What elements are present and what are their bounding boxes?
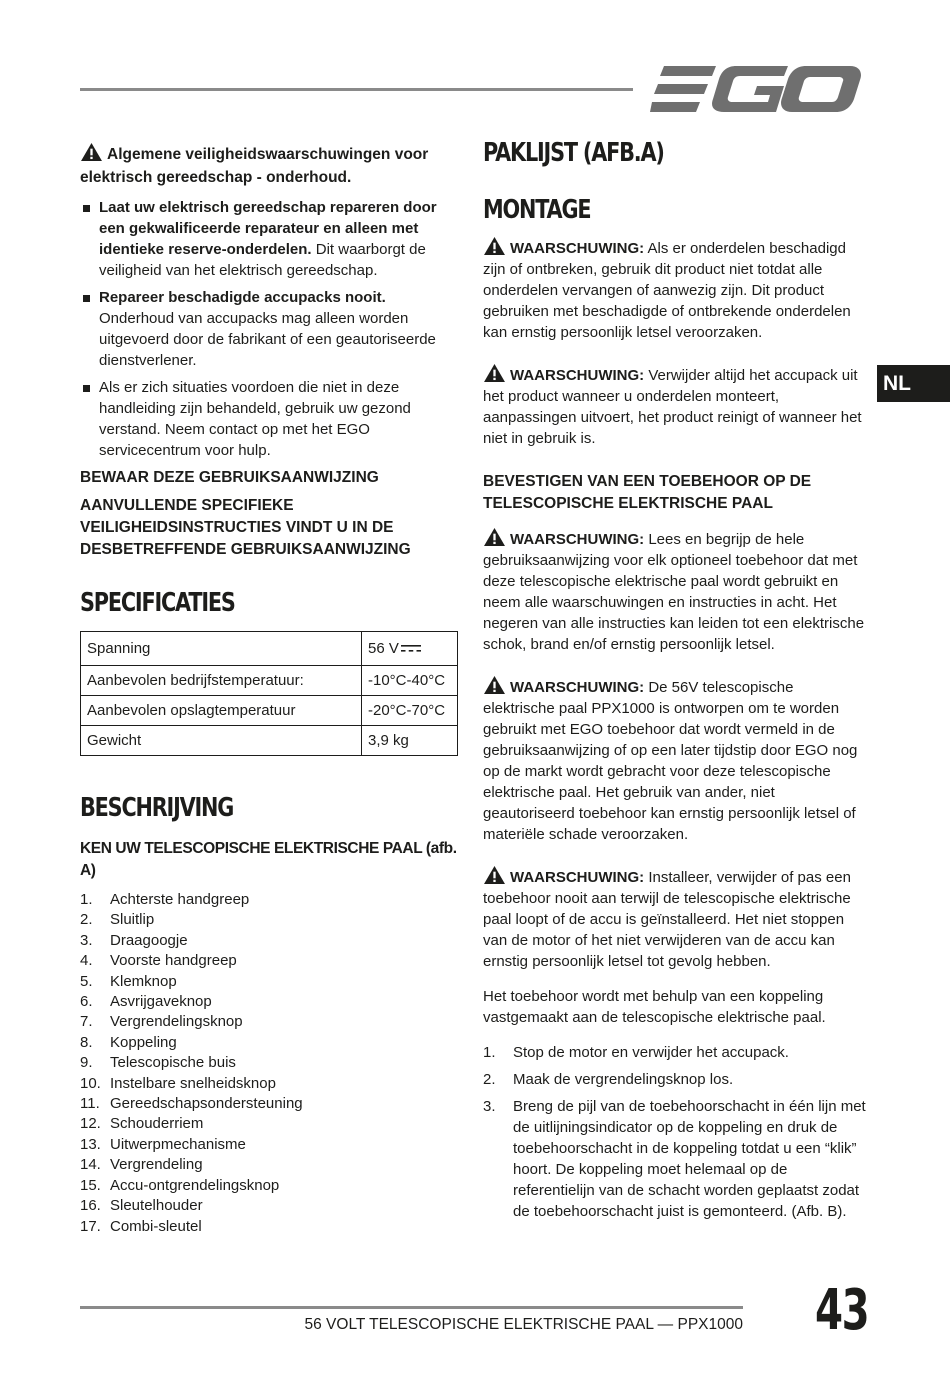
- dc-symbol-icon: [401, 644, 421, 654]
- left-column: [80, 140, 460, 1237]
- table-row: [81, 666, 458, 696]
- spec-value: [362, 632, 458, 666]
- list-item: [80, 1094, 460, 1114]
- part-number: 17.: [80, 1217, 101, 1235]
- list-item: [80, 1196, 460, 1216]
- part-number: 2.: [80, 911, 93, 929]
- list-item: [80, 287, 460, 371]
- part-number: 7.: [80, 1013, 93, 1031]
- table-row: [81, 632, 458, 666]
- bullet-bold-text: Repareer beschadigde accupacks nooit.: [99, 289, 386, 306]
- spec-label: Aanbevolen bedrijfstemperatuur:: [81, 666, 362, 696]
- list-item: [80, 951, 460, 971]
- list-item: [80, 1114, 460, 1134]
- list-item: [80, 931, 460, 951]
- part-name: Voorste handgreep: [110, 952, 237, 970]
- part-number: 12.: [80, 1115, 101, 1133]
- part-name: Sleutelhouder: [110, 1197, 203, 1215]
- part-number: 13.: [80, 1135, 101, 1153]
- header-rule: [80, 88, 633, 91]
- assembly-steps: [483, 1042, 866, 1222]
- part-number: 6.: [80, 993, 93, 1011]
- part-name: Schouderriem: [110, 1115, 204, 1133]
- step-number: 2.: [483, 1071, 496, 1088]
- part-number: 14.: [80, 1156, 101, 1174]
- part-number: 9.: [80, 1054, 93, 1072]
- language-tab: NL: [877, 365, 950, 402]
- list-item: [80, 1176, 460, 1196]
- list-item: [80, 1155, 460, 1175]
- accessory-intro: Het toebehoor wordt met behulp van een koppeling vastgemaakt aan de telescopische elektrische paal.: [483, 988, 826, 1026]
- warning-paragraph: [483, 865, 866, 972]
- step-text: Breng de pijl van de toebehoorschacht in één lijn met de uitlijningsindicator op de koppeling en druk de toebehoorschacht in de koppeling totdat u een “klik” hoort. De koppeling moet helemaal op de referentielijn van de schacht worden geplaatst zodat de toebehoorschacht juist is gemonteerd. (Afb. B).: [513, 1098, 866, 1220]
- part-name: Gereedschapsondersteuning: [110, 1095, 303, 1113]
- part-number: 8.: [80, 1033, 93, 1051]
- spec-value: -10°C-40°C: [362, 666, 458, 696]
- step-number: 3.: [483, 1098, 496, 1115]
- list-item: [80, 1012, 460, 1032]
- part-number: 10.: [80, 1074, 101, 1092]
- part-name: Combi-sleutel: [110, 1217, 202, 1235]
- part-number: 15.: [80, 1176, 101, 1194]
- spec-label: Spanning: [81, 632, 362, 666]
- part-name: Sluitlip: [110, 911, 155, 929]
- part-name: Telescopische buis: [110, 1054, 236, 1072]
- assembly-title: MONTAGE: [483, 195, 591, 225]
- list-item: [80, 197, 460, 281]
- warning-icon: [483, 236, 506, 256]
- step-number: 1.: [483, 1044, 496, 1061]
- warning-text: Verwijder altijd het accupack uit het product wanneer u onderdelen monteert, aanpassingen uitvoert, het product reinigt of wanneer het niet in gebruik is.: [483, 367, 862, 447]
- list-item: [80, 1033, 460, 1053]
- maintenance-bullets: [80, 197, 460, 461]
- save-instructions-note: BEWAAR DEZE GEBRUIKSAANWIJZING: [80, 469, 379, 486]
- step-text: Stop de motor en verwijder het accupack.: [513, 1044, 789, 1061]
- maintenance-heading: [80, 142, 460, 189]
- bullet-text: Als er zich situaties voordoen die niet in deze handleiding zijn behandeld, gebruik uw gezond verstand. Neem contact op met het EGO servicecentrum voor hulp.: [99, 379, 411, 459]
- packing-list-title: PAKLIJST (AFB.A): [483, 138, 664, 168]
- part-number: 3.: [80, 931, 93, 949]
- additional-instructions-note: AANVULLENDE SPECIFIEKE VEILIGHEIDSINSTRUCTIES VINDT U IN DE DESBETREFFENDE GEBRUIKSAANWIJZING: [80, 497, 411, 558]
- list-item: [80, 377, 460, 461]
- part-name: Asvrijgaveknop: [110, 993, 212, 1011]
- description-title: BESCHRIJVING: [80, 793, 234, 823]
- warning-icon: [483, 363, 506, 383]
- warning-text: Installeer, verwijder of pas een toebehoor nooit aan terwijl de telescopische elektrische paal loopt of de accu is geïnstalleerd. Het niet stoppen van de motor of het niet verwijderen van de accu kan ernstig persoonlijk letsel tot gevolg hebben.: [483, 869, 851, 970]
- warning-icon: [483, 527, 506, 547]
- ego-logo: [650, 64, 862, 114]
- list-item: [483, 1069, 866, 1090]
- list-item: [80, 972, 460, 992]
- maintenance-heading-text: Algemene veiligheidswaarschuwingen voor elektrisch gereedschap - onderhoud.: [80, 146, 429, 186]
- warning-paragraph: [483, 527, 866, 655]
- spec-label: Gewicht: [81, 726, 362, 756]
- list-item: [80, 992, 460, 1012]
- part-number: 4.: [80, 952, 93, 970]
- part-name: Uitwerpmechanisme: [110, 1135, 246, 1153]
- warning-icon: [483, 865, 506, 885]
- footer-rule: [80, 1306, 743, 1309]
- warning-icon: [483, 675, 506, 695]
- part-name: Vergrendelingsknop: [110, 1013, 243, 1031]
- list-item: [80, 1074, 460, 1094]
- right-column: [483, 140, 866, 1228]
- part-name: Achterste handgreep: [110, 891, 250, 908]
- warning-text: De 56V telescopische elektrische paal PPX1000 is ontworpen om te worden gebruikt met EGO toebehoor dat wordt vermeld in de gebruiksaanwijzing of op een later tijdstip door EGO nog op de markt wordt gebracht voor deze telescopische elektrische paal. Het gebruik van ander, niet geautoriseerd toebehoor kan ernstig persoonlijk letsel of materiële schade veroorzaken.: [483, 679, 858, 843]
- spec-value: 3,9 kg: [362, 726, 458, 756]
- table-row: [81, 696, 458, 726]
- warning-label: WAARSCHUWING:: [510, 679, 645, 696]
- part-name: Klemknop: [110, 972, 177, 990]
- part-number: 16.: [80, 1197, 101, 1215]
- footer-title: 56 VOLT TELESCOPISCHE ELEKTRISCHE PAAL — PPX1000: [304, 1316, 743, 1333]
- step-text: Maak de vergrendelingsknop los.: [513, 1071, 734, 1088]
- list-item: [80, 1217, 460, 1237]
- list-item: [80, 1053, 460, 1073]
- part-name: Vergrendeling: [110, 1156, 203, 1174]
- warning-text: Lees en begrijp de hele gebruiksaanwijzing voor elk optioneel toebehoor dat met deze telescopische elektrische paal wordt gebruikt en neem alle waarschuwingen en instructies in acht. Het negeren van alle instructies kan leiden tot een elektrische schok, brand en/of ernstig persoonlijk letsel.: [483, 531, 865, 653]
- list-item: [80, 890, 460, 910]
- list-item: [483, 1042, 866, 1063]
- spec-value: -20°C-70°C: [362, 696, 458, 726]
- warning-label: WAARSCHUWING:: [510, 531, 645, 548]
- list-item: [483, 1096, 866, 1222]
- part-name: Draagoogje: [110, 931, 188, 949]
- table-row: [81, 726, 458, 756]
- specifications-title: SPECIFICATIES: [80, 588, 235, 618]
- part-number: 1.: [80, 891, 93, 908]
- warning-label: WAARSCHUWING:: [510, 240, 645, 257]
- page-number: 43: [815, 1278, 869, 1343]
- part-name: Koppeling: [110, 1033, 177, 1051]
- bullet-text: Dit waarborgt de veiligheid van het elektrisch gereedschap.: [99, 241, 426, 279]
- spec-label: Aanbevolen opslagtemperatuur: [81, 696, 362, 726]
- bullet-text: Onderhoud van accupacks mag alleen worden uitgevoerd door de fabrikant of een geautoriseerde dienstverlener.: [99, 310, 436, 369]
- bullet-bold-text: Laat uw elektrisch gereedschap repareren door een gekwalificeerde reparateur en alleen met identieke reserve-onderdelen.: [99, 199, 437, 258]
- attach-accessory-heading: BEVESTIGEN VAN EEN TOEBEHOOR OP DE TELESCOPISCHE ELEKTRISCHE PAAL: [483, 473, 812, 512]
- part-number: 11.: [80, 1095, 100, 1113]
- warning-icon: [80, 142, 103, 162]
- part-name: Accu-ontgrendelingsknop: [110, 1176, 280, 1194]
- parts-list: [80, 890, 460, 1237]
- part-number: 5.: [80, 972, 93, 990]
- warning-paragraph: [483, 236, 866, 343]
- warning-paragraph: [483, 363, 866, 449]
- description-subtitle: KEN UW TELESCOPISCHE ELEKTRISCHE PAAL (afb. A): [80, 840, 457, 879]
- specifications-table: [80, 631, 458, 756]
- warning-text: Als er onderdelen beschadigd zijn of ontbreken, gebruik dit product niet totdat alle onderdelen vervangen of aanwezig zijn. Dit product gebruiken met beschadigde of ontbrekende onderdelen kan ernstig persoonlijk letsel veroorzaken.: [483, 240, 851, 341]
- part-name: Instelbare snelheidsknop: [110, 1074, 276, 1092]
- spec-value-text: 56 V: [368, 640, 399, 657]
- list-item: [80, 1135, 460, 1155]
- warning-paragraph: [483, 675, 866, 845]
- warning-label: WAARSCHUWING:: [510, 869, 645, 886]
- warning-label: WAARSCHUWING:: [510, 367, 645, 384]
- list-item: [80, 910, 460, 930]
